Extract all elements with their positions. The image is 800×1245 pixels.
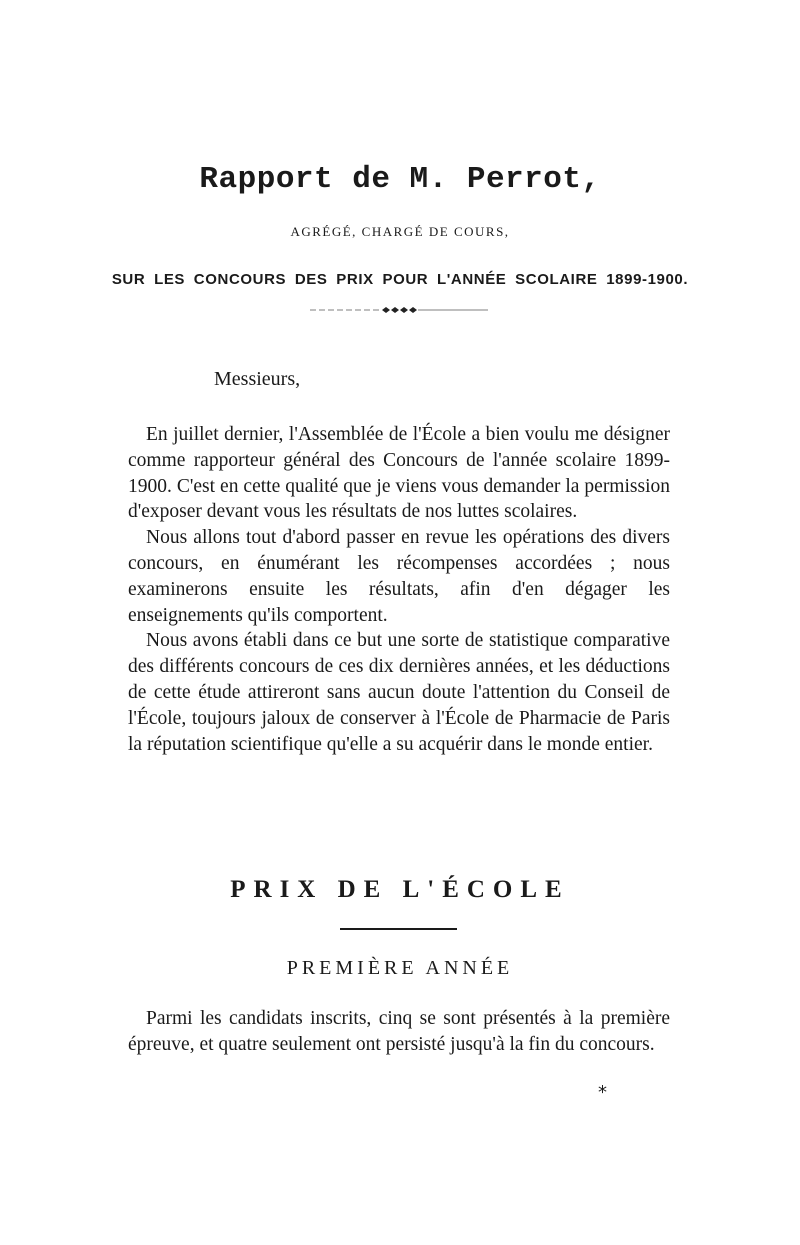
intro-paragraph: En juillet dernier, l'Assemblée de l'École a bien voulu me désigner comme rapporteur général des Concours de l'année scolaire 1899-1900. C'est en cette qualité que je viens vous demander la permission d'exposer devant vous les résultats de nos luttes scolaires. [128, 424, 670, 523]
intro-text [128, 422, 670, 757]
section-paragraph: Parmi les candidats inscrits, cinq se sont présentés à la première épreuve, et quatre seulement ont persisté jusqu'à la fin du concours. [128, 1008, 670, 1055]
section-rule [340, 928, 457, 930]
section-title: PRIX DE L'ÉCOLE [230, 876, 570, 903]
intro-paragraph: Nous avons établi dans ce but une sorte de statistique comparative des différents concours de ces dix dernières années, et les déductions de cette étude attireront sans aucun doute l'attention du Conseil de l'École, toujours jaloux de conserver à l'École de Pharmacie de Paris la réputation scientifique qu'elle a su acquérir dans le monde entier. [128, 630, 670, 755]
section-text [128, 1006, 670, 1058]
subsection-title: PREMIÈRE ANNÉE [286, 957, 514, 979]
ornament-divider [310, 305, 488, 315]
salutation: Messieurs, [214, 368, 301, 390]
report-subject: SUR LES CONCOURS DES PRIX POUR L'ANNÉE SCOLAIRE 1899-1900. [111, 271, 689, 288]
intro-paragraph: Nous allons tout d'abord passer en revue les opérations des divers concours, en énumérant les récompenses accordées ; nous examinerons ensuite les résultats, afin d'en dégager les enseignements qu'ils comportent. [128, 527, 670, 626]
report-title: Rapport de M. Perrot, [199, 162, 601, 197]
asterisk-mark: * [598, 1082, 607, 1103]
author-position: AGRÉGÉ, CHARGÉ DE COURS, [290, 224, 510, 239]
